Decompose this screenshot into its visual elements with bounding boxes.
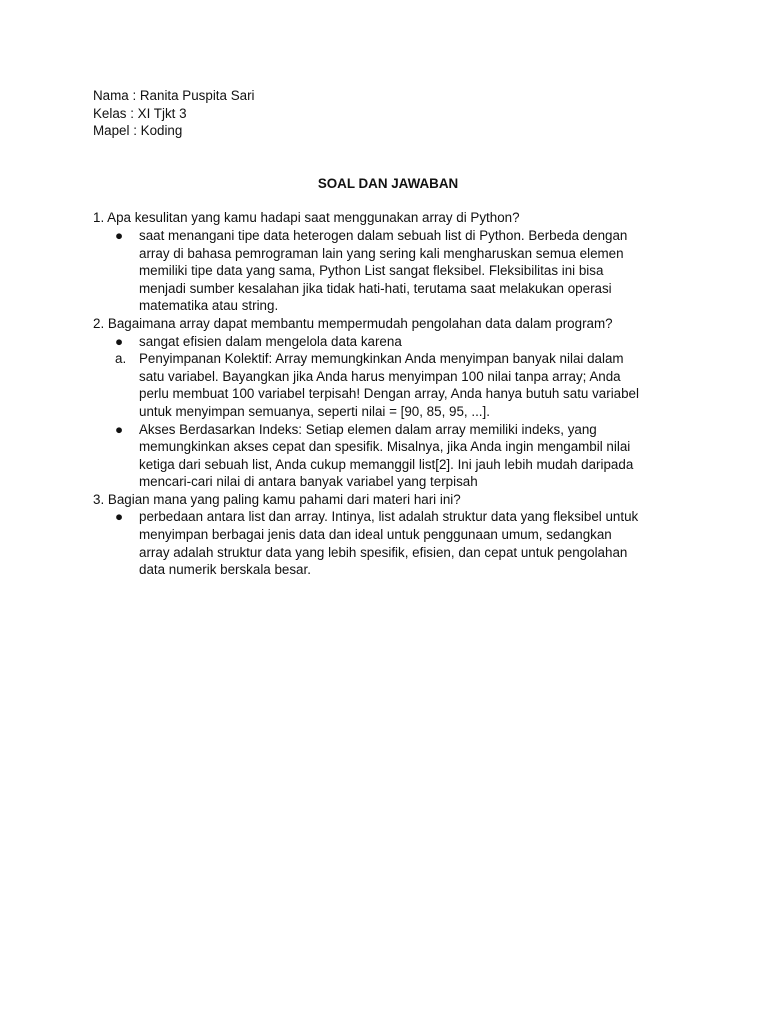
bullet-marker: ●: [115, 509, 124, 525]
answer-text: sangat efisien dalam mengelola data karena: [139, 333, 402, 349]
bullet-marker: ●: [115, 421, 124, 437]
bullet-marker: ●: [115, 333, 124, 349]
document-title: SOAL DAN JAWABAN: [317, 175, 459, 191]
question-2: 2. Bagaimana array dapat membantu mempermudah pengolahan data dalam program?: [93, 315, 613, 331]
answer-text: perbedaan antara list dan array. Intinya, list adalah struktur data yang fleksibel untuk menyimpan berbagai jenis data dan ideal untuk penggunaan umum, sedangkan array adalah struktur data yang lebih spesifik, efisien, dan cepat untuk pengolahan data numerik berskala besar.: [139, 509, 639, 578]
student-name: Nama : Ranita Puspita Sari: [93, 88, 255, 103]
answer-item: [93, 508, 683, 578]
answer-text: Akses Berdasarkan Indeks: Setiap elemen dalam array memiliki indeks, yang memungkinkan akses cepat dan spesifik. Misalnya, jika Anda ingin mengambil nilai ketiga dari sebuah list, Anda cukup memanggil list[2]. Ini jauh lebih mudah daripada mencari-cari nilai di antara banyak variabel yang terpisah: [139, 421, 634, 490]
question-1: 1. Apa kesulitan yang kamu hadapi saat menggunakan array di Python?: [93, 210, 520, 226]
answer-item: [93, 421, 683, 491]
answer-item: [93, 227, 683, 315]
list-letter-marker: a.: [115, 351, 127, 367]
answer-text: Penyimpanan Kolektif: Array memungkinkan Anda menyimpan banyak nilai dalam satu variabel. Bayangkan jika Anda harus menyimpan 100 nilai tanpa array; Anda perlu membuat 100 variabel terpisah! Dengan array, Anda hanya butuh satu variabel untuk menyimpan semuanya, seperti nilai = [90, 85, 95, ...].: [139, 351, 639, 419]
bullet-marker: ●: [115, 227, 124, 243]
subject-line: Mapel : Koding: [93, 123, 183, 139]
answer-item: [93, 350, 683, 420]
document-page: [93, 87, 683, 579]
question-3: 3. Bagian mana yang paling kamu pahami dari materi hari ini?: [93, 491, 461, 507]
answer-item: [93, 333, 683, 351]
student-class: Kelas : XI Tjkt 3: [93, 105, 187, 121]
answer-text: saat menangani tipe data heterogen dalam sebuah list di Python. Berbeda dengan array di bahasa pemrograman lain yang sering kali mengharuskan semua elemen memiliki tipe data yang sama, Python List sangat fleksibel. Fleksibilitas ini bisa menjadi sumber kesalahan jika tidak hati-hati, terutama saat melakukan operasi matematika atau string.: [139, 227, 628, 314]
